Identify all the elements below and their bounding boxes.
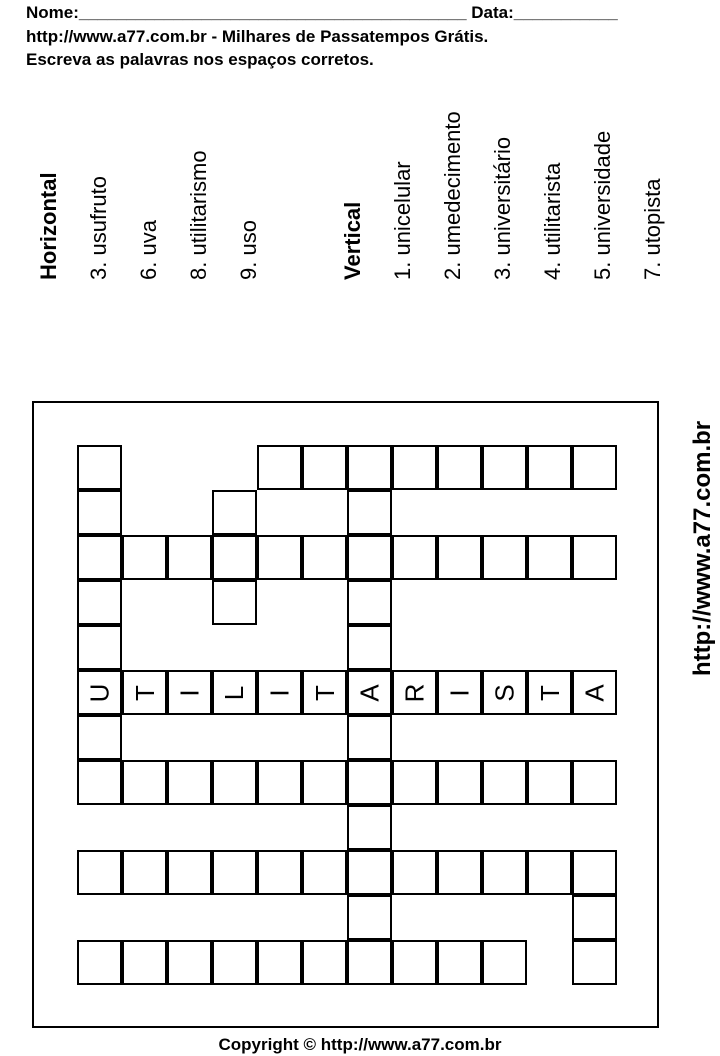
vertical-title: Vertical xyxy=(340,201,365,280)
crossword-cell[interactable] xyxy=(212,535,257,580)
crossword-cell[interactable] xyxy=(167,940,212,985)
name-date-line: Nome:_________________________________________ Data:___________ xyxy=(26,3,618,22)
crossword-cell[interactable] xyxy=(347,940,392,985)
crossword-cell[interactable] xyxy=(347,760,392,805)
crossword-cell[interactable] xyxy=(347,850,392,895)
cell-letter: A xyxy=(354,683,385,702)
crossword-cell[interactable] xyxy=(77,850,122,895)
crossword-cell[interactable] xyxy=(77,580,122,625)
crossword-cell[interactable] xyxy=(572,940,617,985)
crossword-cell[interactable] xyxy=(212,580,257,625)
crossword-cell[interactable] xyxy=(212,940,257,985)
cell-letter: U xyxy=(84,683,115,702)
clue-vertical-2: 2. umedecimento xyxy=(440,111,465,280)
side-url: http://www.a77.com.br xyxy=(689,420,716,676)
crossword-cell[interactable] xyxy=(437,670,482,715)
crossword-cell[interactable] xyxy=(572,850,617,895)
crossword-cell[interactable] xyxy=(392,670,437,715)
cell-letter: S xyxy=(489,683,520,702)
crossword-cell[interactable] xyxy=(347,670,392,715)
instructions: Escreva as palavras nos espaços corretos. xyxy=(26,50,374,69)
crossword-cell[interactable] xyxy=(122,670,167,715)
crossword-cell[interactable] xyxy=(347,535,392,580)
crossword-cell[interactable] xyxy=(257,850,302,895)
crossword-cell[interactable] xyxy=(347,625,392,670)
crossword-cell[interactable] xyxy=(437,535,482,580)
crossword-cell[interactable] xyxy=(572,535,617,580)
crossword-cell[interactable] xyxy=(437,850,482,895)
crossword-cell[interactable] xyxy=(482,940,527,985)
crossword-cell[interactable] xyxy=(572,760,617,805)
crossword-cell[interactable] xyxy=(392,940,437,985)
crossword-cell[interactable] xyxy=(482,850,527,895)
crossword-cell[interactable] xyxy=(212,670,257,715)
crossword-cell[interactable] xyxy=(302,940,347,985)
crossword-cell[interactable] xyxy=(527,850,572,895)
crossword-cell[interactable] xyxy=(77,535,122,580)
crossword-cell[interactable] xyxy=(257,760,302,805)
cell-letter: R xyxy=(399,683,430,702)
crossword-cell[interactable] xyxy=(392,760,437,805)
crossword-cell[interactable] xyxy=(302,535,347,580)
crossword-cell[interactable] xyxy=(392,850,437,895)
crossword-cell[interactable] xyxy=(257,670,302,715)
crossword-cell[interactable] xyxy=(482,445,527,490)
crossword-cell[interactable] xyxy=(572,670,617,715)
crossword-cell[interactable] xyxy=(302,850,347,895)
crossword-cell[interactable] xyxy=(212,490,257,535)
footer-copyright: Copyright © http://www.a77.com.br xyxy=(218,1035,502,1054)
crossword-cell[interactable] xyxy=(257,940,302,985)
crossword-cell[interactable] xyxy=(302,670,347,715)
crossword-cell[interactable] xyxy=(347,445,392,490)
crossword-cell[interactable] xyxy=(437,760,482,805)
crossword-cell[interactable] xyxy=(302,445,347,490)
cell-letter: L xyxy=(219,685,250,700)
crossword-cell[interactable] xyxy=(347,580,392,625)
cell-letter: I xyxy=(174,688,205,697)
crossword-cell[interactable] xyxy=(392,535,437,580)
cell-letter: I xyxy=(264,688,295,697)
clue-vertical-1: 1. unicelular xyxy=(390,161,415,280)
crossword-cell[interactable] xyxy=(77,445,122,490)
crossword-cell[interactable] xyxy=(482,760,527,805)
crossword-cell[interactable] xyxy=(212,850,257,895)
crossword-cell[interactable] xyxy=(77,940,122,985)
crossword-cell[interactable] xyxy=(347,895,392,940)
horizontal-title: Horizontal xyxy=(36,172,61,280)
crossword-cell[interactable] xyxy=(527,760,572,805)
crossword-cell[interactable] xyxy=(77,670,122,715)
crossword-cell[interactable] xyxy=(347,805,392,850)
crossword-cell[interactable] xyxy=(77,625,122,670)
cell-letter: A xyxy=(579,683,610,702)
crossword-cell[interactable] xyxy=(77,490,122,535)
crossword-cell[interactable] xyxy=(167,535,212,580)
crossword-cell[interactable] xyxy=(257,535,302,580)
crossword-cell[interactable] xyxy=(482,670,527,715)
crossword-cell[interactable] xyxy=(212,760,257,805)
crossword-cell[interactable] xyxy=(167,670,212,715)
clue-vertical-5: 5. universidade xyxy=(590,130,615,280)
clue-horizontal-8: 8. utilitarismo xyxy=(186,150,211,280)
crossword-cell[interactable] xyxy=(437,445,482,490)
crossword-cell[interactable] xyxy=(347,715,392,760)
crossword-cell[interactable] xyxy=(167,850,212,895)
crossword-cell[interactable] xyxy=(392,445,437,490)
crossword-cell[interactable] xyxy=(122,940,167,985)
clue-vertical-3: 3. universitário xyxy=(490,136,515,280)
crossword-cell[interactable] xyxy=(527,445,572,490)
clue-horizontal-6: 6. uva xyxy=(136,220,161,280)
cell-letter: T xyxy=(129,684,160,701)
clue-horizontal-9: 9. uso xyxy=(236,220,261,280)
crossword-cell[interactable] xyxy=(527,535,572,580)
cell-letter: T xyxy=(534,684,565,701)
crossword-cell[interactable] xyxy=(77,715,122,760)
crossword-cell[interactable] xyxy=(257,445,302,490)
crossword-cell[interactable] xyxy=(302,760,347,805)
crossword-cell[interactable] xyxy=(572,445,617,490)
crossword-cell[interactable] xyxy=(527,670,572,715)
crossword-cell[interactable] xyxy=(482,535,527,580)
site-line: http://www.a77.com.br - Milhares de Passatempos Grátis. xyxy=(26,27,489,46)
clue-horizontal-3: 3. usufruto xyxy=(86,176,111,280)
crossword-cell[interactable] xyxy=(122,760,167,805)
cell-letter: T xyxy=(309,684,340,701)
crossword-cell[interactable] xyxy=(572,895,617,940)
clue-vertical-4: 4. utilitarista xyxy=(540,162,565,280)
crossword-cell[interactable] xyxy=(347,490,392,535)
crossword-cell[interactable] xyxy=(122,850,167,895)
crossword-cell[interactable] xyxy=(167,760,212,805)
cell-letter: I xyxy=(444,688,475,697)
clue-vertical-7: 7. utopista xyxy=(640,178,665,280)
crossword-cell[interactable] xyxy=(122,535,167,580)
crossword-cell[interactable] xyxy=(437,940,482,985)
crossword-cell[interactable] xyxy=(77,760,122,805)
